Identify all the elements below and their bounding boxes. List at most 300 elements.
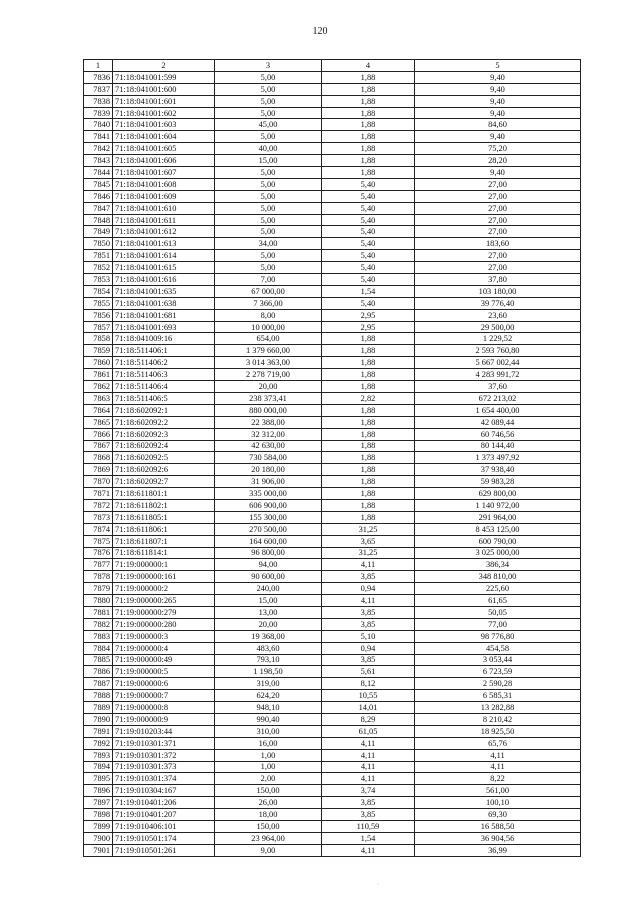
- cadastral-number: 71:18:511406:3: [113, 369, 215, 381]
- area-value: 5,00: [215, 71, 322, 83]
- table-row: [84, 678, 581, 690]
- row-number: 7900: [84, 832, 113, 844]
- row-number: 7885: [84, 654, 113, 666]
- area-value: 270 500,00: [215, 523, 322, 535]
- row-number: 7845: [84, 178, 113, 190]
- total-value: 1 654 400,00: [415, 404, 581, 416]
- cadastral-number: 71:18:041001:601: [113, 95, 215, 107]
- rate-value: 1,88: [322, 428, 415, 440]
- total-value: 27,00: [415, 262, 581, 274]
- total-value: 9,40: [415, 107, 581, 119]
- rate-value: 1,88: [322, 155, 415, 167]
- cadastral-number: 71:19:000000:4: [113, 642, 215, 654]
- total-value: 69,30: [415, 809, 581, 821]
- table-row: [84, 713, 581, 725]
- rate-value: 31,25: [322, 523, 415, 535]
- rate-value: 3,85: [322, 618, 415, 630]
- rate-value: 4,11: [322, 773, 415, 785]
- area-value: 20 180,00: [215, 464, 322, 476]
- table-row: [84, 642, 581, 654]
- rate-value: 8,12: [322, 678, 415, 690]
- rate-value: 5,40: [322, 262, 415, 274]
- total-value: 225,60: [415, 583, 581, 595]
- total-value: 13 282,88: [415, 702, 581, 714]
- row-number: 7882: [84, 618, 113, 630]
- area-value: 990,40: [215, 713, 322, 725]
- cadastral-number: 71:18:602092:3: [113, 428, 215, 440]
- rate-value: 1,88: [322, 71, 415, 83]
- rate-value: 1,88: [322, 333, 415, 345]
- table-row: [84, 702, 581, 714]
- rate-value: 14,01: [322, 702, 415, 714]
- total-value: 4 283 991,72: [415, 369, 581, 381]
- total-value: 2 593 760,80: [415, 345, 581, 357]
- table-row: [84, 155, 581, 167]
- table-row: [84, 606, 581, 618]
- page-number: 120: [312, 26, 328, 37]
- rate-value: 31,25: [322, 547, 415, 559]
- area-value: 1,00: [215, 761, 322, 773]
- row-number: 7850: [84, 238, 113, 250]
- area-value: 10 000,00: [215, 321, 322, 333]
- row-number: 7853: [84, 274, 113, 286]
- area-value: 32 312,00: [215, 428, 322, 440]
- rate-value: 1,88: [322, 107, 415, 119]
- table-row: [84, 725, 581, 737]
- cadastral-number: 71:18:602092:2: [113, 416, 215, 428]
- table-row: [84, 226, 581, 238]
- cadastral-number: 71:18:041001:599: [113, 71, 215, 83]
- row-number: 7896: [84, 785, 113, 797]
- table-row: [84, 404, 581, 416]
- row-number: 7862: [84, 381, 113, 393]
- total-value: 37,60: [415, 381, 581, 393]
- table-row: [84, 476, 581, 488]
- total-value: 37 938,40: [415, 464, 581, 476]
- row-number: 7901: [84, 844, 113, 856]
- cadastral-number: 71:18:041001:614: [113, 250, 215, 262]
- table-row: [84, 832, 581, 844]
- area-value: 19 368,00: [215, 630, 322, 642]
- rate-value: 1,88: [322, 345, 415, 357]
- table-row: [84, 369, 581, 381]
- total-value: 27,00: [415, 214, 581, 226]
- table-row: [84, 416, 581, 428]
- table-row: [84, 119, 581, 131]
- cadastral-number: 71:18:511406:1: [113, 345, 215, 357]
- cadastral-number: 71:19:010301:372: [113, 749, 215, 761]
- cadastral-number: 71:19:010301:371: [113, 737, 215, 749]
- area-value: 20,00: [215, 381, 322, 393]
- area-value: 94,00: [215, 559, 322, 571]
- row-number: 7836: [84, 71, 113, 83]
- table-row: [84, 440, 581, 452]
- total-value: 80 144,40: [415, 440, 581, 452]
- table-row: [84, 297, 581, 309]
- total-value: 59 983,28: [415, 476, 581, 488]
- row-number: 7884: [84, 642, 113, 654]
- cadastral-number: 71:18:041001:616: [113, 274, 215, 286]
- cadastral-number: 71:19:000000:9: [113, 713, 215, 725]
- cadastral-number: 71:19:000000:279: [113, 606, 215, 618]
- cadastral-number: 71:19:000000:2: [113, 583, 215, 595]
- table-row: [84, 321, 581, 333]
- rate-value: 4,11: [322, 761, 415, 773]
- total-value: 1 373 497,92: [415, 452, 581, 464]
- total-value: 4,11: [415, 761, 581, 773]
- total-value: 27,00: [415, 178, 581, 190]
- table-row: [84, 143, 581, 155]
- rate-value: 1,88: [322, 499, 415, 511]
- rate-value: 5,40: [322, 274, 415, 286]
- header-row: [84, 60, 581, 72]
- total-value: 27,00: [415, 250, 581, 262]
- table-row: [84, 844, 581, 856]
- table-row: [84, 381, 581, 393]
- row-number: 7871: [84, 488, 113, 500]
- table-row: [84, 202, 581, 214]
- area-value: 880 000,00: [215, 404, 322, 416]
- rate-value: 61,05: [322, 725, 415, 737]
- table-row: [84, 285, 581, 297]
- area-value: 150,00: [215, 821, 322, 833]
- table-row: [84, 238, 581, 250]
- table-row: [84, 785, 581, 797]
- cadastral-number: 71:18:041001:681: [113, 309, 215, 321]
- area-value: 238 373,41: [215, 392, 322, 404]
- total-value: 100,10: [415, 797, 581, 809]
- row-number: 7844: [84, 167, 113, 179]
- total-value: 75,20: [415, 143, 581, 155]
- area-value: 730 584,00: [215, 452, 322, 464]
- table-row: [84, 690, 581, 702]
- margin-mark: ·: [377, 882, 379, 888]
- total-value: 9,40: [415, 95, 581, 107]
- total-value: 36 904,56: [415, 832, 581, 844]
- cadastral-number: 71:19:000000:6: [113, 678, 215, 690]
- cadastral-number: 71:18:041001:608: [113, 178, 215, 190]
- table-row: [84, 488, 581, 500]
- total-value: 103 180,00: [415, 285, 581, 297]
- rate-value: 1,88: [322, 416, 415, 428]
- area-value: 23 964,00: [215, 832, 322, 844]
- cadastral-number: 71:18:041009:16: [113, 333, 215, 345]
- table-row: [84, 618, 581, 630]
- cadastral-number: 71:19:010401:206: [113, 797, 215, 809]
- cadastral-number: 71:19:000000:7: [113, 690, 215, 702]
- cadastral-number: 71:19:010501:174: [113, 832, 215, 844]
- row-number: 7873: [84, 511, 113, 523]
- cadastral-number: 71:18:602092:7: [113, 476, 215, 488]
- table-row: [84, 499, 581, 511]
- total-value: 18 925,50: [415, 725, 581, 737]
- row-number: 7889: [84, 702, 113, 714]
- total-value: 9,40: [415, 71, 581, 83]
- cadastral-number: 71:18:041001:615: [113, 262, 215, 274]
- area-value: 948,10: [215, 702, 322, 714]
- rate-value: 2,95: [322, 309, 415, 321]
- table-row: [84, 107, 581, 119]
- table-row: [84, 559, 581, 571]
- row-number: 7840: [84, 119, 113, 131]
- area-value: 8,00: [215, 309, 322, 321]
- cadastral-number: 71:19:000000:161: [113, 571, 215, 583]
- table-row: [84, 595, 581, 607]
- total-value: 4,11: [415, 749, 581, 761]
- cadastral-number: 71:18:041001:604: [113, 131, 215, 143]
- table-row: [84, 511, 581, 523]
- total-value: 183,60: [415, 238, 581, 250]
- cadastral-number: 71:18:041001:603: [113, 119, 215, 131]
- table-row: [84, 428, 581, 440]
- cadastral-number: 71:19:010401:207: [113, 809, 215, 821]
- table-row: [84, 630, 581, 642]
- cadastral-number: 71:18:602092:6: [113, 464, 215, 476]
- rate-value: 5,40: [322, 238, 415, 250]
- area-value: 40,00: [215, 143, 322, 155]
- total-value: 27,00: [415, 226, 581, 238]
- cadastral-number: 71:18:611814:1: [113, 547, 215, 559]
- rate-value: 1,88: [322, 488, 415, 500]
- rate-value: 1,54: [322, 285, 415, 297]
- cadastral-number: 71:19:010203:44: [113, 725, 215, 737]
- row-number: 7864: [84, 404, 113, 416]
- area-value: 13,00: [215, 606, 322, 618]
- header-col-4: 4: [322, 60, 415, 72]
- row-number: 7839: [84, 107, 113, 119]
- row-number: 7876: [84, 547, 113, 559]
- table-row: [84, 167, 581, 179]
- cadastral-number: 71:19:000000:3: [113, 630, 215, 642]
- table-row: [84, 547, 581, 559]
- row-number: 7893: [84, 749, 113, 761]
- total-value: 3 053,44: [415, 654, 581, 666]
- total-value: 77,00: [415, 618, 581, 630]
- cadastral-number: 71:18:511406:2: [113, 357, 215, 369]
- rate-value: 0,94: [322, 583, 415, 595]
- row-number: 7846: [84, 190, 113, 202]
- row-number: 7870: [84, 476, 113, 488]
- area-value: 5,00: [215, 250, 322, 262]
- total-value: 9,40: [415, 131, 581, 143]
- table-row: [84, 535, 581, 547]
- area-value: 310,00: [215, 725, 322, 737]
- row-number: 7861: [84, 369, 113, 381]
- rate-value: 3,85: [322, 571, 415, 583]
- area-value: 5,00: [215, 202, 322, 214]
- total-value: 60 746,56: [415, 428, 581, 440]
- cadastral-number: 71:19:000000:49: [113, 654, 215, 666]
- total-value: 16 588,50: [415, 821, 581, 833]
- row-number: 7894: [84, 761, 113, 773]
- rate-value: 5,40: [322, 190, 415, 202]
- table-row: [84, 71, 581, 83]
- area-value: 5,00: [215, 83, 322, 95]
- table-row: [84, 274, 581, 286]
- cadastral-number: 71:18:041001:693: [113, 321, 215, 333]
- table-row: [84, 262, 581, 274]
- area-value: 654,00: [215, 333, 322, 345]
- table-row: [84, 666, 581, 678]
- row-number: 7881: [84, 606, 113, 618]
- total-value: 36,99: [415, 844, 581, 856]
- rate-value: 1,88: [322, 464, 415, 476]
- area-value: 67 000,00: [215, 285, 322, 297]
- table-row: [84, 214, 581, 226]
- rate-value: 4,11: [322, 844, 415, 856]
- cadastral-number: 71:18:611802:1: [113, 499, 215, 511]
- area-value: 150,00: [215, 785, 322, 797]
- total-value: 1 140 972,00: [415, 499, 581, 511]
- rate-value: 3,74: [322, 785, 415, 797]
- table-row: [84, 131, 581, 143]
- total-value: 9,40: [415, 83, 581, 95]
- total-value: 50,05: [415, 606, 581, 618]
- header-col-2: 2: [113, 60, 215, 72]
- table-row: [84, 452, 581, 464]
- rate-value: 4,11: [322, 595, 415, 607]
- rate-value: 3,85: [322, 809, 415, 821]
- rate-value: 4,11: [322, 559, 415, 571]
- cadastral-number: 71:19:010301:373: [113, 761, 215, 773]
- cadastral-number: 71:18:611806:1: [113, 523, 215, 535]
- table-row: [84, 345, 581, 357]
- cadastral-number: 71:19:000000:280: [113, 618, 215, 630]
- area-value: 5,00: [215, 95, 322, 107]
- cadastral-number: 71:18:041001:605: [113, 143, 215, 155]
- row-number: 7849: [84, 226, 113, 238]
- rate-value: 110,59: [322, 821, 415, 833]
- area-value: 42 630,00: [215, 440, 322, 452]
- total-value: 98 776,80: [415, 630, 581, 642]
- area-value: 5,00: [215, 167, 322, 179]
- row-number: 7890: [84, 713, 113, 725]
- area-value: 5,00: [215, 226, 322, 238]
- area-value: 20,00: [215, 618, 322, 630]
- rate-value: 1,88: [322, 440, 415, 452]
- area-value: 2,00: [215, 773, 322, 785]
- cadastral-number: 71:18:041001:612: [113, 226, 215, 238]
- header-col-1: 1: [84, 60, 113, 72]
- area-value: 335 000,00: [215, 488, 322, 500]
- cadastral-number: 71:19:010304:167: [113, 785, 215, 797]
- rate-value: 1,88: [322, 511, 415, 523]
- row-number: 7880: [84, 595, 113, 607]
- rate-value: 5,40: [322, 297, 415, 309]
- total-value: 27,00: [415, 202, 581, 214]
- row-number: 7851: [84, 250, 113, 262]
- rate-value: 10,55: [322, 690, 415, 702]
- area-value: 34,00: [215, 238, 322, 250]
- rate-value: 4,11: [322, 749, 415, 761]
- table-row: [84, 178, 581, 190]
- table-row: [84, 571, 581, 583]
- area-value: 96 800,00: [215, 547, 322, 559]
- total-value: 1 229,52: [415, 333, 581, 345]
- total-value: 8,22: [415, 773, 581, 785]
- row-number: 7865: [84, 416, 113, 428]
- table-row: [84, 309, 581, 321]
- area-value: 5,00: [215, 262, 322, 274]
- table-row: [84, 250, 581, 262]
- row-number: 7892: [84, 737, 113, 749]
- rate-value: 1,88: [322, 369, 415, 381]
- total-value: 27,00: [415, 190, 581, 202]
- area-value: 155 300,00: [215, 511, 322, 523]
- cadastral-number: 71:19:000000:1: [113, 559, 215, 571]
- header-col-5: 5: [415, 60, 581, 72]
- area-value: 31 906,00: [215, 476, 322, 488]
- cadastral-number: 71:18:511406:5: [113, 392, 215, 404]
- table-row: [84, 797, 581, 809]
- row-number: 7872: [84, 499, 113, 511]
- row-number: 7855: [84, 297, 113, 309]
- row-number: 7859: [84, 345, 113, 357]
- row-number: 7854: [84, 285, 113, 297]
- cadastral-number: 71:18:041001:610: [113, 202, 215, 214]
- row-number: 7841: [84, 131, 113, 143]
- row-number: 7847: [84, 202, 113, 214]
- total-value: 454,58: [415, 642, 581, 654]
- row-number: 7848: [84, 214, 113, 226]
- cadastral-number: 71:18:602092:1: [113, 404, 215, 416]
- table-row: [84, 357, 581, 369]
- table-row: [84, 95, 581, 107]
- row-number: 7883: [84, 630, 113, 642]
- header-col-3: 3: [215, 60, 322, 72]
- table-row: [84, 761, 581, 773]
- total-value: 28,20: [415, 155, 581, 167]
- area-value: 2 278 719,00: [215, 369, 322, 381]
- row-number: 7877: [84, 559, 113, 571]
- cadastral-number: 71:18:041001:606: [113, 155, 215, 167]
- row-number: 7842: [84, 143, 113, 155]
- total-value: 65,76: [415, 737, 581, 749]
- rate-value: 3,85: [322, 797, 415, 809]
- table-row: [84, 773, 581, 785]
- total-value: 3 025 000,00: [415, 547, 581, 559]
- area-value: 7,00: [215, 274, 322, 286]
- row-number: 7863: [84, 392, 113, 404]
- rate-value: 1,88: [322, 119, 415, 131]
- row-number: 7886: [84, 666, 113, 678]
- area-value: 164 600,00: [215, 535, 322, 547]
- cadastral-number: 71:18:041001:635: [113, 285, 215, 297]
- cadastral-number: 71:18:041001:607: [113, 167, 215, 179]
- rate-value: 3,85: [322, 606, 415, 618]
- area-value: 15,00: [215, 155, 322, 167]
- row-number: 7869: [84, 464, 113, 476]
- rate-value: 1,88: [322, 452, 415, 464]
- cadastral-number: 71:18:602092:5: [113, 452, 215, 464]
- cadastral-number: 71:19:000000:5: [113, 666, 215, 678]
- rate-value: 1,88: [322, 83, 415, 95]
- cadastral-number: 71:19:000000:8: [113, 702, 215, 714]
- rate-value: 1,88: [322, 357, 415, 369]
- rate-value: 0,94: [322, 642, 415, 654]
- cadastral-number: 71:18:041001:602: [113, 107, 215, 119]
- row-number: 7856: [84, 309, 113, 321]
- cadastral-number: 71:18:041001:613: [113, 238, 215, 250]
- total-value: 23,60: [415, 309, 581, 321]
- area-value: 45,00: [215, 119, 322, 131]
- area-value: 483,60: [215, 642, 322, 654]
- total-value: 37,80: [415, 274, 581, 286]
- area-value: 5,00: [215, 190, 322, 202]
- row-number: 7843: [84, 155, 113, 167]
- total-value: 600 790,00: [415, 535, 581, 547]
- rate-value: 5,40: [322, 226, 415, 238]
